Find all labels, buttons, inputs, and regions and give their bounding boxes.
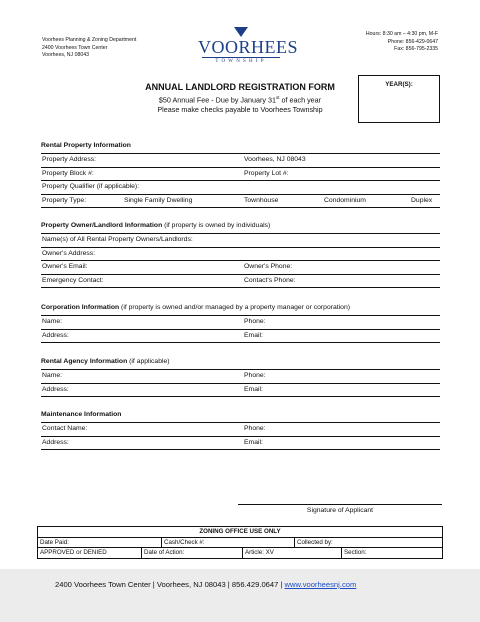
corporation-phone-label: Phone: [244,318,266,325]
owner-email-row[interactable] [41,261,440,275]
maintenance-rows [41,422,440,450]
maintenance-email-label: Email: [244,438,263,446]
owner-address-row[interactable] [41,248,440,262]
property-type-label: Property Type: [42,196,87,204]
section-heading [41,222,440,233]
website-link[interactable]: www.voorheesnj.com [284,580,357,589]
fee-superscript: st [276,95,280,100]
zoning-divider [161,538,162,548]
section-label: Section: [344,549,367,556]
zoning-divider [341,548,342,558]
contact-phone-label: Contact's Phone: [244,276,296,284]
owner-address-label: Owner's Address: [42,249,96,257]
footer-text [55,580,356,589]
property-address-label: Property Address: [42,156,97,163]
property-block-row[interactable] [41,168,440,182]
signature-label: Signature of Applicant [306,507,374,514]
agency-name-row[interactable] [41,370,440,384]
maintenance-contact-row[interactable] [41,423,440,437]
agency-section [41,358,440,397]
zoning-divider [294,538,295,548]
dept-city: Voorhees, NJ 08043 [42,52,90,59]
owner-heading-note: (if property is owned by individuals) [162,222,271,229]
property-lot-label: Property Lot #: [244,169,289,177]
dept-street: 2400 Voorhees Town Center [42,44,108,51]
office-fax: Fax: 856-795-2335 [394,46,438,53]
agency-name-label: Name: [42,372,63,379]
checks-line: Please make checks payable to Voorhees Township [157,105,323,115]
approved-denied-label: APPROVED or DENIED [40,549,107,556]
corporation-heading-note: (if property is owned and/or managed by a property manager or corporation) [119,304,351,311]
zoning-row-action [38,548,442,558]
logo-name: VOORHEES [198,37,299,57]
logo-subtitle: TOWNSHIP [215,59,267,64]
corporation-name-label: Name: [42,318,63,325]
zoning-divider [141,548,142,558]
type-option-townhouse[interactable]: Townhouse [244,196,279,204]
maintenance-contact-label: Contact Name: [42,425,88,432]
owner-section [41,222,440,288]
form-title-block [100,81,380,115]
type-option-single-family[interactable]: Single Family Dwelling [124,196,193,204]
form-title: ANNUAL LANDLORD REGISTRATION FORM [145,82,335,92]
maintenance-heading: Maintenance Information [41,411,122,418]
office-hours: Hours: 8:30 am – 4:30 pm, M-F [365,31,438,37]
corporation-rows [41,315,440,343]
owner-rows [41,233,440,288]
date-of-action-label: Date of Action: [144,549,185,556]
office-phone: Phone: 856-429-0647 [387,38,438,45]
agency-rows [41,369,440,397]
agency-phone-label: Phone: [244,372,266,379]
date-paid-label: Date Paid: [40,538,69,546]
property-qualifier-label: Property Qualifier (if applicable): [42,183,140,190]
owner-names-row[interactable] [41,234,440,248]
section-heading: Rental Property Information [41,142,131,149]
zoning-row-payment [38,538,442,549]
fee-text: $50 Annual Fee - Due by January 31 [158,95,276,105]
corporation-section [41,304,440,343]
property-address-value: Voorhees, NJ 08043 [244,156,306,163]
property-type-row [41,195,440,208]
department-address [42,37,136,60]
zoning-office-box [37,526,443,559]
year-label: YEAR(S): [385,81,413,88]
emergency-contact-label: Emergency Contact: [42,276,104,284]
rental-property-rows [41,153,440,208]
agency-email-label: Email: [244,385,263,393]
maintenance-section [41,411,440,450]
logo-divider [202,57,280,58]
agency-address-label: Address: [42,385,69,393]
collected-by-label: Collected by: [297,538,333,546]
logo-triangle-icon [234,27,248,37]
property-address-row[interactable] [41,154,440,168]
type-option-duplex[interactable]: Duplex [411,196,433,204]
maintenance-phone-label: Phone: [244,425,266,432]
fee-text-end: of each year [279,95,322,105]
section-heading [41,304,440,315]
maintenance-address-row[interactable] [41,437,440,450]
corporation-address-row[interactable] [41,330,440,343]
dept-name: Voorhees Planning & Zoning Department [42,37,137,43]
agency-address-row[interactable] [41,384,440,397]
cash-check-label: Cash/Check #: [164,538,205,546]
type-option-condominium[interactable]: Condominium [324,196,366,204]
page-footer [0,569,480,622]
zoning-heading: ZONING OFFICE USE ONLY [38,527,442,538]
section-heading [41,358,440,369]
year-field[interactable] [358,75,440,123]
corporation-email-label: Email: [244,331,263,339]
footer-address: 2400 Voorhees Town Center | Voorhees, NJ 08043 | 856.429.0647 | [55,580,285,589]
emergency-contact-row[interactable] [41,275,440,288]
corporation-name-row[interactable] [41,316,440,330]
article-label: Article: XV [245,549,274,556]
fee-line [100,93,380,105]
rental-property-section [41,142,440,208]
owner-phone-label: Owner's Phone: [244,263,293,270]
owner-heading: Property Owner/Landlord Information [41,222,163,229]
agency-heading-note: (if applicable) [127,358,170,365]
owner-names-label: Name(s) of All Rental Property Owners/Landlords: [42,236,193,243]
agency-heading: Rental Agency Information [41,358,128,365]
owner-email-label: Owner's Email: [42,263,88,270]
zoning-divider [242,548,243,558]
property-qualifier-row[interactable] [41,181,440,195]
township-logo [198,27,299,64]
maintenance-address-label: Address: [42,438,69,446]
signature-line[interactable] [238,504,442,514]
corporation-address-label: Address: [42,331,69,339]
property-block-label: Property Block #: [42,169,94,177]
office-contact [366,31,438,54]
corporation-heading: Corporation Information [41,304,120,311]
